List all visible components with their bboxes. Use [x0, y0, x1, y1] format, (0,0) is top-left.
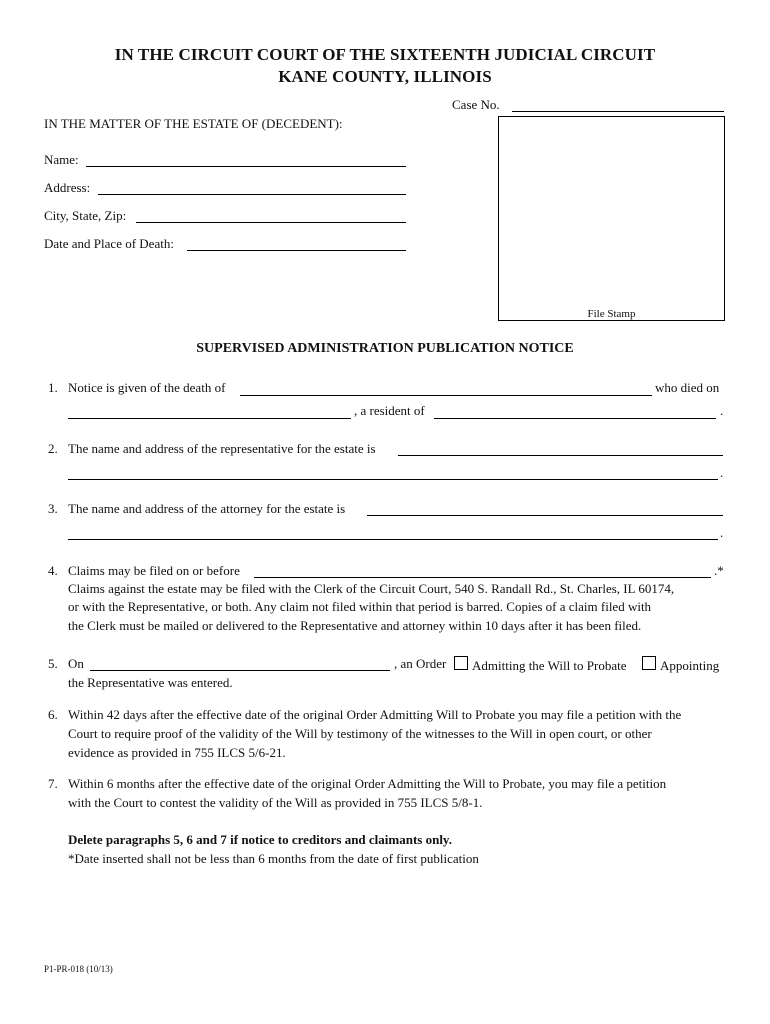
p4-claims-date-field[interactable]: [254, 562, 711, 578]
p6-number: 6.: [48, 707, 58, 722]
county-title: KANE COUNTY, ILLINOIS: [278, 67, 492, 86]
p2-number: 2.: [48, 441, 58, 456]
name-label: Name:: [44, 152, 79, 167]
p1-date-field[interactable]: [68, 403, 351, 419]
p1-text-a: Notice is given of the death of: [68, 380, 226, 395]
decedent-death-field[interactable]: [187, 235, 406, 251]
p5-line-2: the Representative was entered.: [68, 675, 233, 690]
p6-line-3: evidence as provided in 755 ILCS 5/6-21.: [68, 745, 286, 760]
p2-end: .: [720, 465, 724, 480]
p4-line-4: the Clerk must be mailed or delivered to the Representative and attorney within 10 days after it has been filed.: [68, 618, 642, 633]
p1-decedent-field[interactable]: [240, 380, 652, 396]
p1-end: .: [720, 403, 724, 418]
p4-number: 4.: [48, 563, 58, 578]
p4-line-2: Claims against the estate may be filed with the Clerk of the Circuit Court, 540 S. Randall Rd., St. Charles, IL 60174,: [68, 581, 675, 596]
delete-paragraphs-note: Delete paragraphs 5, 6 and 7 if notice to creditors and claimants only.: [68, 832, 452, 847]
file-stamp-label: File Stamp: [587, 308, 636, 320]
p6-line-1: Within 42 days after the effective date of the original Order Admitting Will to Probate you may file a petition with the: [68, 707, 682, 722]
p4-text-a: Claims may be filed on or before: [68, 563, 240, 578]
case-no-label: Case No.: [452, 97, 500, 112]
p1-text-c: , a resident of: [354, 403, 425, 418]
p7-line-2: with the Court to contest the validity of the Will as provided in 755 ILCS 5/8-1.: [68, 795, 483, 810]
p5-text-b: , an Order: [394, 656, 447, 671]
p1-text-b: who died on: [655, 380, 720, 395]
city-label: City, State, Zip:: [44, 208, 127, 223]
p4-text-b: .*: [714, 563, 724, 578]
court-title: IN THE CIRCUIT COURT OF THE SIXTEENTH JUDICIAL CIRCUIT: [114, 45, 656, 64]
decedent-name-field[interactable]: [86, 151, 406, 167]
p7-number: 7.: [48, 776, 58, 791]
case-no-field[interactable]: [512, 96, 724, 112]
file-stamp-box: [498, 116, 725, 321]
p5-text-a: On: [68, 656, 84, 671]
p1-number: 1.: [48, 380, 58, 395]
p3-text: The name and address of the attorney for the estate is: [68, 501, 346, 516]
p5-number: 5.: [48, 656, 58, 671]
form-id: P1-PR-018 (10/13): [44, 964, 113, 974]
p2-representative-field[interactable]: [398, 440, 723, 456]
p4-line-3: or with the Representative, or both. Any claim not filed within that period is barred. Copies of a claim filed with: [68, 599, 652, 614]
p1-residence-field[interactable]: [434, 403, 716, 419]
p6-line-2: Court to require proof of the validity of the Will by testimony of the witnesses to the Will in open court, or other: [68, 726, 652, 741]
p2-representative-field-2[interactable]: [68, 464, 718, 480]
p5-order-date-field[interactable]: [90, 655, 390, 671]
p3-number: 3.: [48, 501, 58, 516]
decedent-city-field[interactable]: [136, 207, 406, 223]
matter-heading: IN THE MATTER OF THE ESTATE OF (DECEDENT):: [44, 116, 343, 131]
appointing-checkbox[interactable]: [642, 656, 656, 670]
date-footnote: *Date inserted shall not be less than 6 months from the date of first publication: [68, 851, 479, 866]
death-label: Date and Place of Death:: [44, 236, 174, 251]
p3-end: .: [720, 525, 724, 540]
admitting-will-checkbox[interactable]: [454, 656, 468, 670]
p3-attorney-field[interactable]: [367, 500, 723, 516]
address-label: Address:: [44, 180, 91, 195]
p2-text: The name and address of the representative for the estate is: [68, 441, 376, 456]
p3-attorney-field-2[interactable]: [68, 524, 718, 540]
p7-line-1: Within 6 months after the effective date of the original Order Admitting the Will to Probate, you may file a petition: [68, 776, 667, 791]
notice-title: SUPERVISED ADMINISTRATION PUBLICATION NOTICE: [196, 341, 574, 356]
p5-option-2: Appointing: [660, 658, 720, 673]
p5-option-1: Admitting the Will to Probate: [472, 658, 627, 673]
decedent-address-field[interactable]: [98, 179, 406, 195]
